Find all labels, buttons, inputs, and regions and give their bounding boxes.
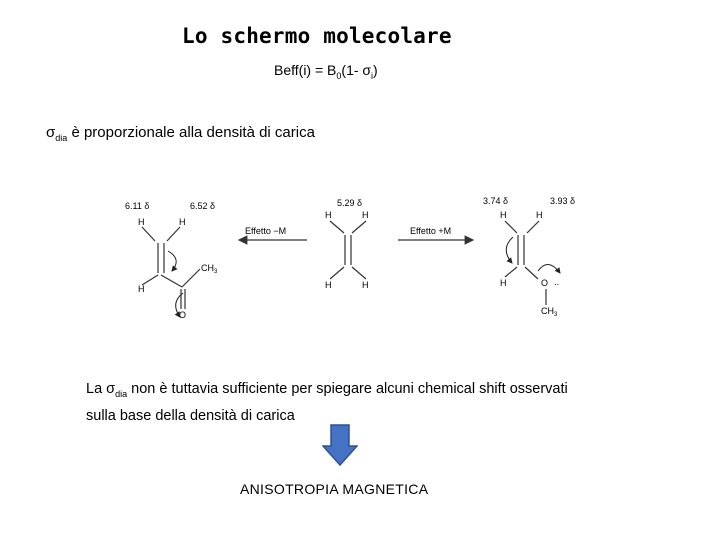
statement-sub: dia (55, 133, 68, 143)
right-shift-b: 3.93 δ (550, 196, 576, 206)
slide-title: Lo schermo molecolare (182, 24, 452, 48)
effect-plus-m-arrow (398, 226, 473, 240)
formula-left: Beff(i) = B (274, 62, 337, 78)
effect-plus-m-label: Effetto +M (410, 226, 452, 236)
left-bonds (142, 227, 200, 309)
right-h2: H (536, 210, 543, 220)
left-ch3: $CH_3$ (201, 263, 218, 275)
right-shift-a: 3.74 δ (483, 196, 509, 206)
note-sigma: σ (106, 381, 116, 397)
center-h1: H (325, 210, 332, 220)
insufficiency-note (86, 378, 568, 427)
right-h1: H (500, 210, 507, 220)
center-h4: H (362, 280, 369, 290)
right-curved-arrow-1 (506, 237, 513, 263)
center-molecule (325, 198, 369, 290)
left-h2: H (179, 217, 186, 227)
right-oxygen: O (541, 278, 549, 288)
note-sub: dia (115, 388, 128, 399)
shielding-formula (274, 62, 378, 81)
note-line-1: La $\sigma_{dia}$ non è tuttavia sufficiente per spiegare alcuni chemical shift osservati (86, 381, 568, 399)
formula-right: ) (373, 62, 378, 78)
statement-sigma: σ (46, 124, 56, 141)
effect-minus-m-arrow (239, 226, 307, 240)
left-h1: H (138, 217, 145, 227)
right-curved-arrow-2 (538, 264, 560, 273)
center-bonds (330, 221, 366, 279)
left-oxygen: O (179, 310, 187, 320)
formula-mid: (1- (341, 62, 363, 78)
left-curved-arrow-1 (168, 251, 176, 271)
note-line-2: sulla base della densità di carica (86, 407, 295, 424)
right-lone-pair: .. (554, 277, 560, 287)
down-arrow-icon (322, 424, 358, 466)
formula-sub-zero: 0 (336, 70, 342, 81)
right-h3: H (500, 278, 507, 288)
left-shift-b: 6.52 δ (190, 201, 216, 211)
left-h3: H (138, 284, 145, 294)
center-h3: H (325, 280, 332, 290)
effect-minus-m-label: Effetto −M (245, 226, 287, 236)
conclusion-text: ANISOTROPIA MAGNETICA (240, 481, 429, 497)
resonance-scheme (110, 185, 590, 325)
left-molecule (125, 201, 218, 320)
right-bonds (505, 221, 549, 305)
statement-text: è proporzionale alla densità di carica (67, 124, 315, 141)
formula-sub-i: i (371, 70, 374, 81)
left-shift-a: 6.11 δ (125, 201, 150, 211)
formula-sigma: σ (362, 62, 372, 78)
right-molecule (483, 196, 575, 318)
center-h2: H (362, 210, 369, 220)
sigma-statement (46, 124, 315, 143)
right-ch3: $CH_3$ (541, 306, 558, 318)
center-shift: 5.29 δ (337, 198, 363, 208)
